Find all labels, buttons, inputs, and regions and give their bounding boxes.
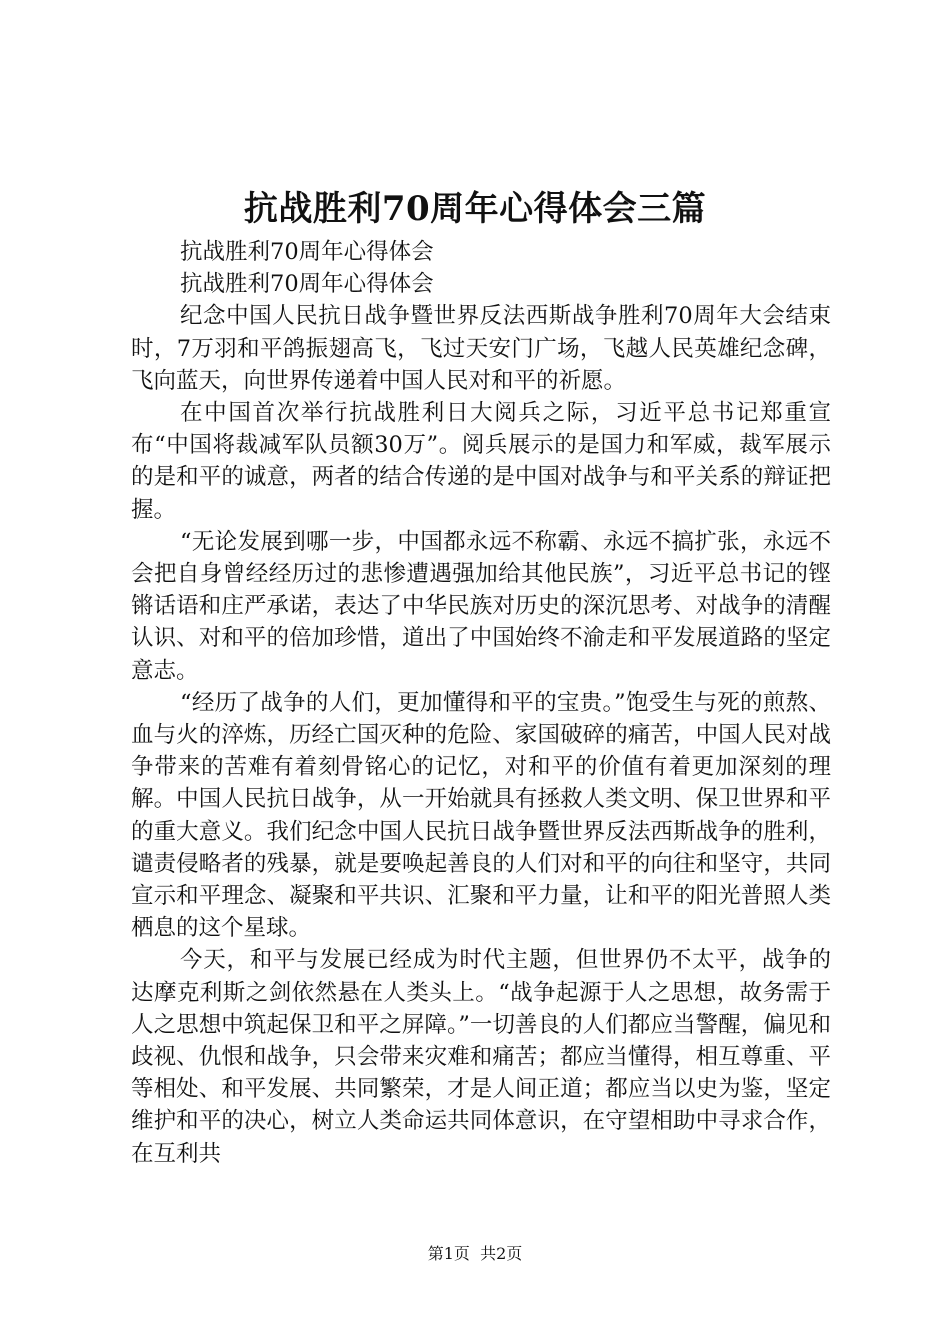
paragraph: 今天，和平与发展已经成为时代主题，但世界仍不太平，战争的达摩克利斯之剑依然悬在人类头上。“战争起源于人之思想，故务需于人之思想中筑起保卫和平之屏障。”一切善良的人们都应当警醒，偏见和歧视、仇恨和战争，只会带来灾难和痛苦；都应当懂得，相互尊重、平等相处、和平发展、共同繁荣，才是人间正道；都应当以史为鉴，坚定维护和平的决心，树立人类命运共同体意识，在守望相助中寻求合作，在互利共	[131, 947, 831, 1167]
subtitle-line: 抗战胜利70周年心得体会	[180, 239, 434, 265]
paragraph: “经历了战争的人们，更加懂得和平的宝贵。”饱受生与死的煎熬、血与火的淬炼，历经亡国灭种的危险、家国破碎的痛苦，中国人民对战争带来的苦难有着刻骨铭心的记忆，对和平的价值有着更加深刻的理解。中国人民抗日战争，从一开始就具有拯救人类文明、保卫世界和平的重大意义。我们纪念中国人民抗日战争暨世界反法西斯战争的胜利，谴责侵略者的残暴，就是要唤起善良的人们对和平的向往和坚守，共同宣示和平理念、凝聚和平共识、汇聚和平力量，让和平的阳光普照人类栖息的这个星球。	[131, 689, 831, 942]
subtitle-line: 抗战胜利70周年心得体会	[180, 271, 434, 298]
paragraph: 纪念中国人民抗日战争暨世界反法西斯战争胜利70周年大会结束时，7万羽和平鸽振翅高飞，飞过天安门广场，飞越人民英雄纪念碑，飞向蓝天，向世界传递着中国人民对和平的祈愿。	[131, 303, 831, 394]
document-body	[131, 236, 831, 1170]
paragraph: “无论发展到哪一步，中国都永远不称霸、永远不搞扩张，永远不会把自身曾经经历过的悲惨遭遇强加给其他民族”，习近平总书记的铿锵话语和庄严承诺，表达了中华民族对历史的深沉思考、对战争的清醒认识、对和平的倍加珍惜，道出了中国始终不渝走和平发展道路的坚定意志。	[131, 528, 831, 684]
document-title: 抗战胜利70周年心得体会三篇	[243, 189, 707, 229]
page-number-footer: 第1页 共2页	[427, 1244, 523, 1263]
paragraph: 在中国首次举行抗战胜利日大阅兵之际，习近平总书记郑重宣布“中国将裁减军队员额30万”。阅兵展示的是国力和军威，裁军展示的是和平的诚意，两者的结合传递的是中国对战争与和平关系的辩证把握。	[131, 400, 831, 523]
